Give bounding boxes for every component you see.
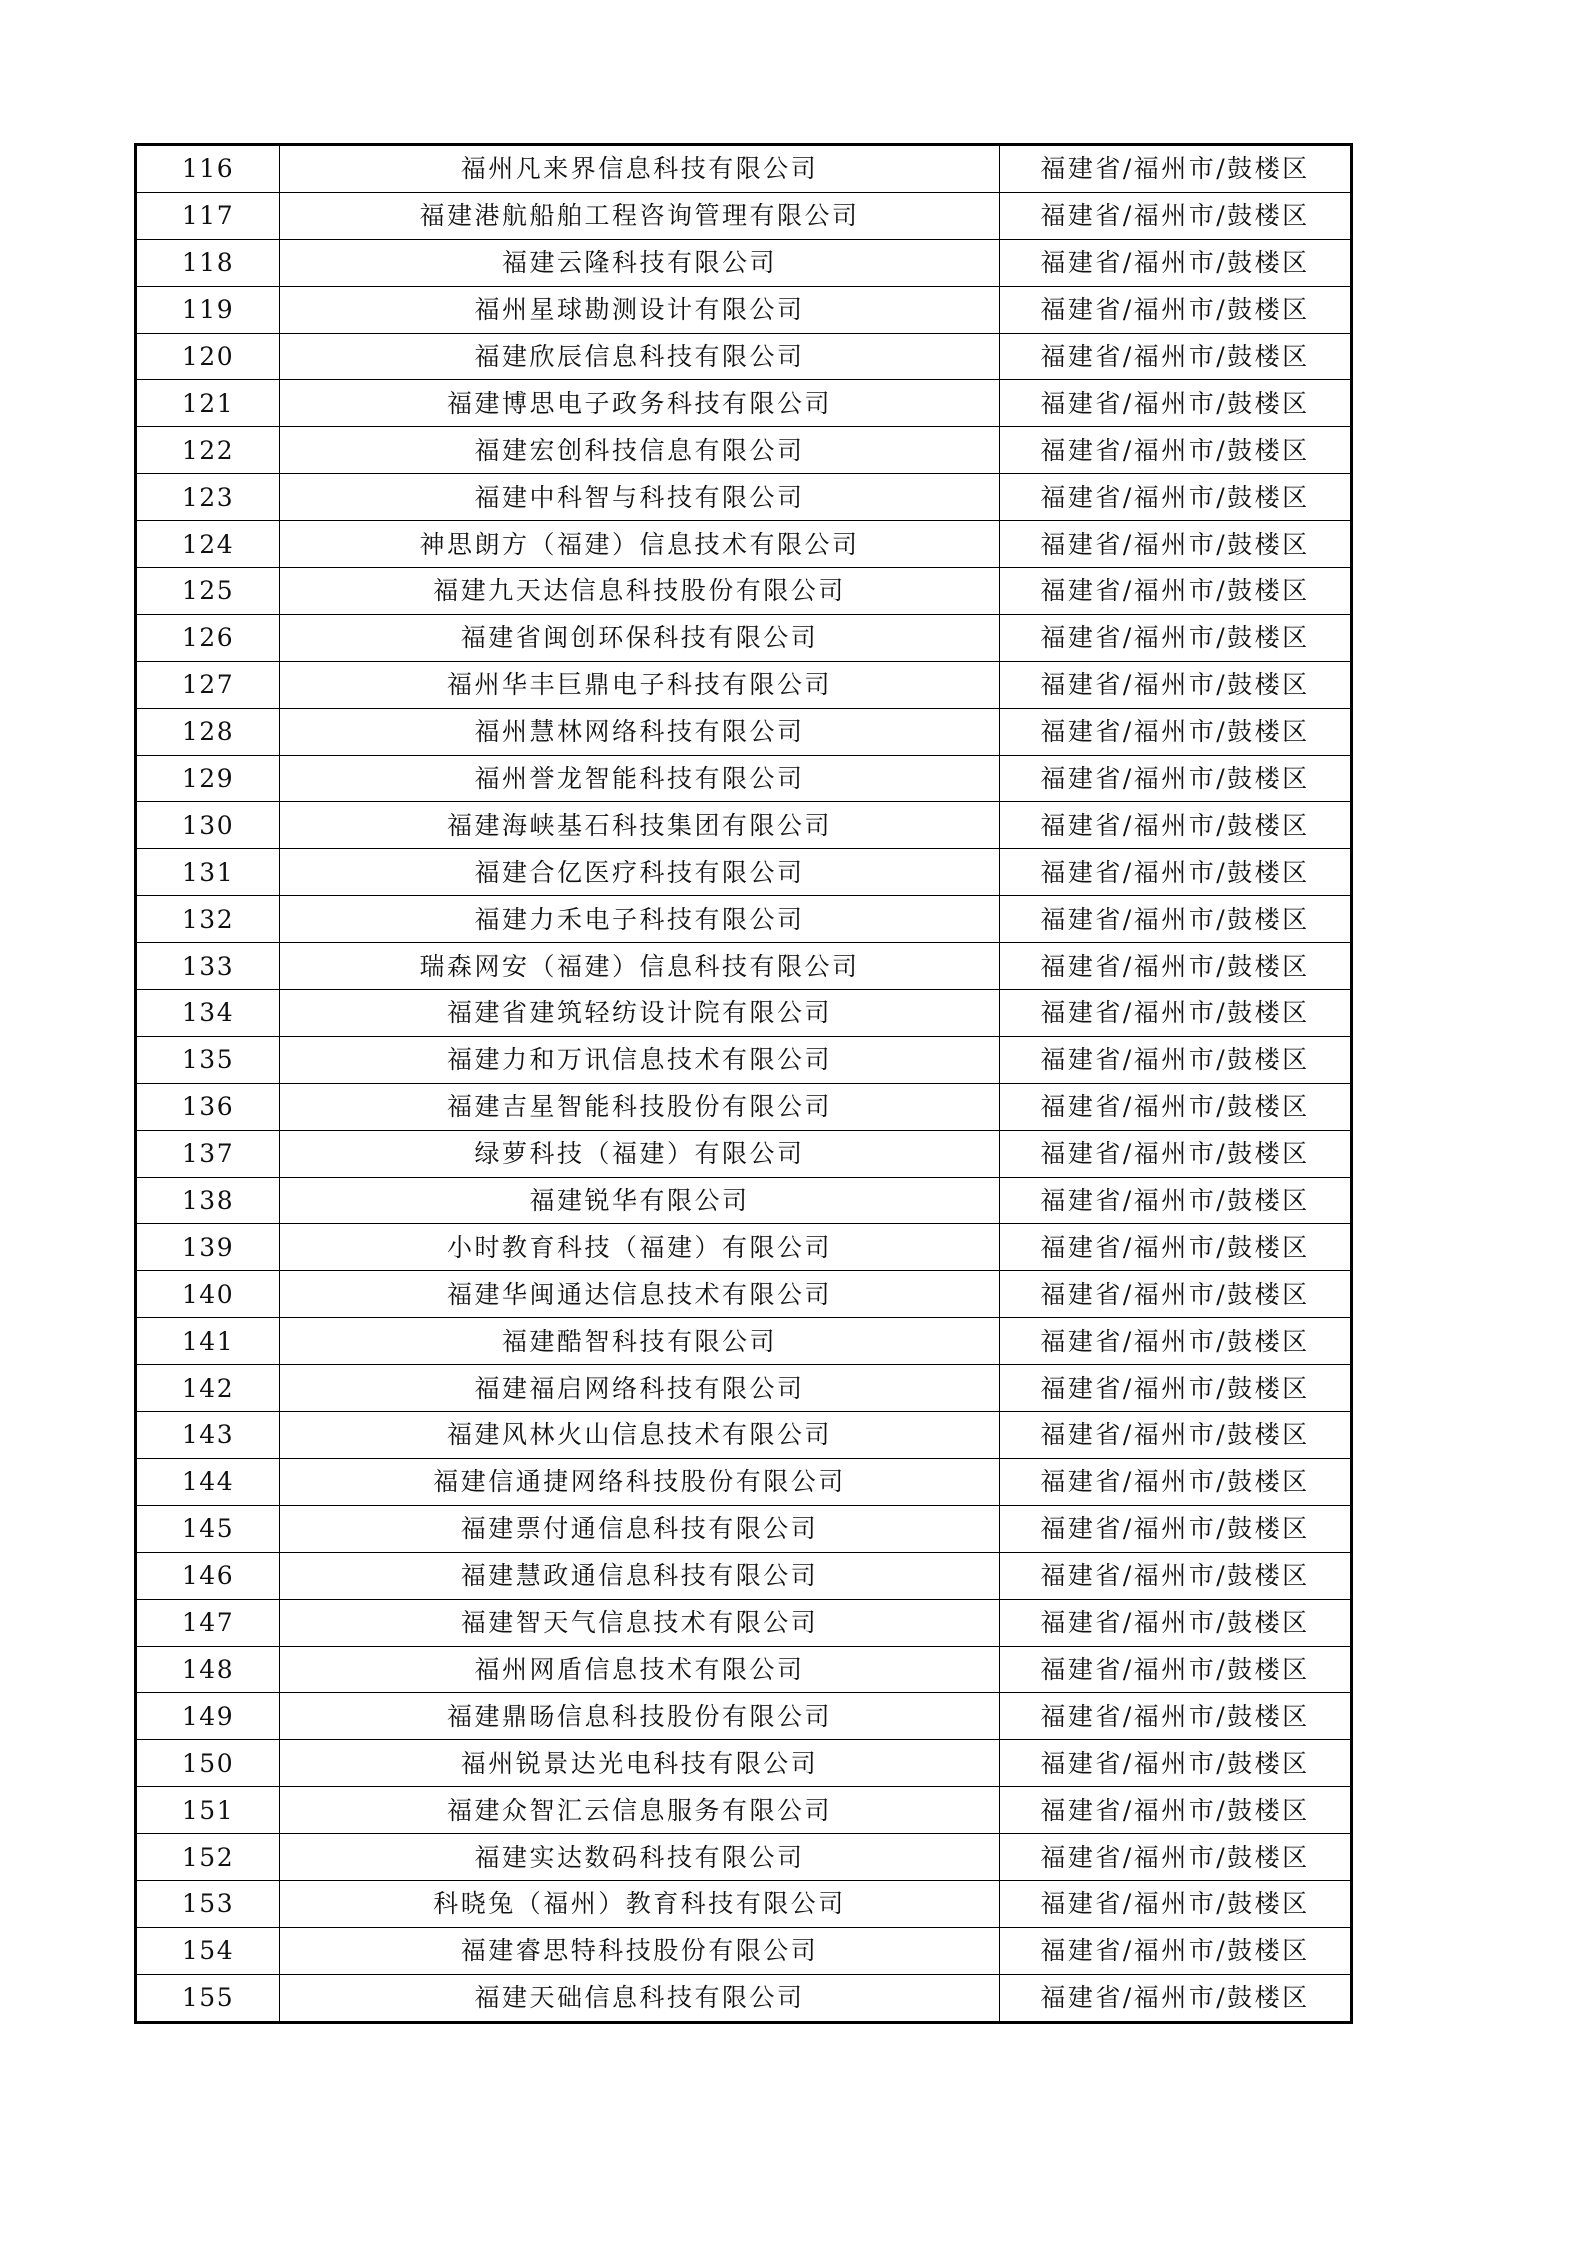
region-cell: 福建省/福州市/鼓楼区 <box>1000 896 1352 943</box>
region-cell: 福建省/福州市/鼓楼区 <box>1000 239 1352 286</box>
company-name-cell: 神思朗方（福建）信息技术有限公司 <box>280 521 1000 568</box>
table-row <box>136 1271 1352 1318</box>
table-row <box>136 192 1352 239</box>
company-name-cell: 福建博思电子政务科技有限公司 <box>280 380 1000 427</box>
table-row <box>136 1365 1352 1412</box>
company-name-cell: 福建实达数码科技有限公司 <box>280 1834 1000 1881</box>
company-name-cell: 福建欣辰信息科技有限公司 <box>280 333 1000 380</box>
company-name-cell: 福建海峡基石科技集团有限公司 <box>280 802 1000 849</box>
region-cell: 福建省/福州市/鼓楼区 <box>1000 1365 1352 1412</box>
table-row <box>136 333 1352 380</box>
region-cell: 福建省/福州市/鼓楼区 <box>1000 990 1352 1037</box>
company-name-cell: 福建九天达信息科技股份有限公司 <box>280 568 1000 615</box>
table-row <box>136 1834 1352 1881</box>
company-name-cell: 福建锐华有限公司 <box>280 1177 1000 1224</box>
table-row <box>136 380 1352 427</box>
region-cell: 福建省/福州市/鼓楼区 <box>1000 1505 1352 1552</box>
table-row <box>136 755 1352 802</box>
row-number-cell: 135 <box>136 1036 280 1083</box>
company-name-cell: 福建云隆科技有限公司 <box>280 239 1000 286</box>
company-name-cell: 福州网盾信息技术有限公司 <box>280 1646 1000 1693</box>
row-number-cell: 124 <box>136 521 280 568</box>
table-row <box>136 1740 1352 1787</box>
table-row <box>136 1318 1352 1365</box>
table-row <box>136 474 1352 521</box>
row-number-cell: 141 <box>136 1318 280 1365</box>
company-name-cell: 福建宏创科技信息有限公司 <box>280 427 1000 474</box>
region-cell: 福建省/福州市/鼓楼区 <box>1000 568 1352 615</box>
row-number-cell: 146 <box>136 1552 280 1599</box>
table-row <box>136 1927 1352 1974</box>
row-number-cell: 138 <box>136 1177 280 1224</box>
table-row <box>136 1646 1352 1693</box>
row-number-cell: 119 <box>136 286 280 333</box>
row-number-cell: 147 <box>136 1599 280 1646</box>
company-name-cell: 福州慧林网络科技有限公司 <box>280 708 1000 755</box>
company-name-cell: 福建慧政通信息科技有限公司 <box>280 1552 1000 1599</box>
company-name-cell: 福建中科智与科技有限公司 <box>280 474 1000 521</box>
row-number-cell: 127 <box>136 661 280 708</box>
table-row <box>136 1036 1352 1083</box>
table-row <box>136 802 1352 849</box>
region-cell: 福建省/福州市/鼓楼区 <box>1000 1083 1352 1130</box>
table-row <box>136 427 1352 474</box>
table-row <box>136 614 1352 661</box>
region-cell: 福建省/福州市/鼓楼区 <box>1000 1834 1352 1881</box>
table-row <box>136 943 1352 990</box>
table-row <box>136 990 1352 1037</box>
row-number-cell: 129 <box>136 755 280 802</box>
table-row <box>136 1552 1352 1599</box>
table-row <box>136 1787 1352 1834</box>
company-name-cell: 福建力禾电子科技有限公司 <box>280 896 1000 943</box>
row-number-cell: 144 <box>136 1458 280 1505</box>
region-cell: 福建省/福州市/鼓楼区 <box>1000 1458 1352 1505</box>
region-cell: 福建省/福州市/鼓楼区 <box>1000 192 1352 239</box>
company-name-cell: 福建港航船舶工程咨询管理有限公司 <box>280 192 1000 239</box>
row-number-cell: 121 <box>136 380 280 427</box>
row-number-cell: 125 <box>136 568 280 615</box>
company-name-cell: 福州凡来界信息科技有限公司 <box>280 145 1000 193</box>
row-number-cell: 131 <box>136 849 280 896</box>
company-list-table <box>134 143 1353 2024</box>
region-cell: 福建省/福州市/鼓楼区 <box>1000 1224 1352 1271</box>
region-cell: 福建省/福州市/鼓楼区 <box>1000 427 1352 474</box>
row-number-cell: 128 <box>136 708 280 755</box>
row-number-cell: 132 <box>136 896 280 943</box>
table-row <box>136 1224 1352 1271</box>
table-row <box>136 896 1352 943</box>
table-body <box>136 145 1352 2023</box>
row-number-cell: 148 <box>136 1646 280 1693</box>
row-number-cell: 118 <box>136 239 280 286</box>
region-cell: 福建省/福州市/鼓楼区 <box>1000 286 1352 333</box>
table-row <box>136 1177 1352 1224</box>
region-cell: 福建省/福州市/鼓楼区 <box>1000 708 1352 755</box>
table-row <box>136 239 1352 286</box>
company-name-cell: 福建信通捷网络科技股份有限公司 <box>280 1458 1000 1505</box>
company-name-cell: 福建鼎旸信息科技股份有限公司 <box>280 1693 1000 1740</box>
company-name-cell: 小时教育科技（福建）有限公司 <box>280 1224 1000 1271</box>
row-number-cell: 151 <box>136 1787 280 1834</box>
company-name-cell: 福州锐景达光电科技有限公司 <box>280 1740 1000 1787</box>
table-row <box>136 1880 1352 1927</box>
row-number-cell: 133 <box>136 943 280 990</box>
region-cell: 福建省/福州市/鼓楼区 <box>1000 474 1352 521</box>
row-number-cell: 155 <box>136 1974 280 2022</box>
region-cell: 福建省/福州市/鼓楼区 <box>1000 521 1352 568</box>
region-cell: 福建省/福州市/鼓楼区 <box>1000 1412 1352 1459</box>
company-name-cell: 福建酷智科技有限公司 <box>280 1318 1000 1365</box>
company-name-cell: 瑞森网安（福建）信息科技有限公司 <box>280 943 1000 990</box>
region-cell: 福建省/福州市/鼓楼区 <box>1000 1974 1352 2022</box>
row-number-cell: 150 <box>136 1740 280 1787</box>
region-cell: 福建省/福州市/鼓楼区 <box>1000 802 1352 849</box>
region-cell: 福建省/福州市/鼓楼区 <box>1000 1740 1352 1787</box>
table-row <box>136 145 1352 193</box>
company-name-cell: 福建省建筑轻纺设计院有限公司 <box>280 990 1000 1037</box>
company-name-cell: 福建华闽通达信息技术有限公司 <box>280 1271 1000 1318</box>
region-cell: 福建省/福州市/鼓楼区 <box>1000 1927 1352 1974</box>
company-name-cell: 福建吉星智能科技股份有限公司 <box>280 1083 1000 1130</box>
company-name-cell: 福州星球勘测设计有限公司 <box>280 286 1000 333</box>
company-name-cell: 福州华丰巨鼎电子科技有限公司 <box>280 661 1000 708</box>
table-row <box>136 708 1352 755</box>
region-cell: 福建省/福州市/鼓楼区 <box>1000 1693 1352 1740</box>
row-number-cell: 136 <box>136 1083 280 1130</box>
row-number-cell: 142 <box>136 1365 280 1412</box>
row-number-cell: 154 <box>136 1927 280 1974</box>
region-cell: 福建省/福州市/鼓楼区 <box>1000 333 1352 380</box>
table-row <box>136 1130 1352 1177</box>
company-name-cell: 福建天础信息科技有限公司 <box>280 1974 1000 2022</box>
company-name-cell: 绿萝科技（福建）有限公司 <box>280 1130 1000 1177</box>
table-row <box>136 1599 1352 1646</box>
row-number-cell: 143 <box>136 1412 280 1459</box>
table-row <box>136 849 1352 896</box>
region-cell: 福建省/福州市/鼓楼区 <box>1000 1646 1352 1693</box>
company-name-cell: 福建众智汇云信息服务有限公司 <box>280 1787 1000 1834</box>
region-cell: 福建省/福州市/鼓楼区 <box>1000 145 1352 193</box>
row-number-cell: 120 <box>136 333 280 380</box>
table-row <box>136 521 1352 568</box>
company-name-cell: 福建力和万讯信息技术有限公司 <box>280 1036 1000 1083</box>
region-cell: 福建省/福州市/鼓楼区 <box>1000 943 1352 990</box>
region-cell: 福建省/福州市/鼓楼区 <box>1000 1271 1352 1318</box>
region-cell: 福建省/福州市/鼓楼区 <box>1000 849 1352 896</box>
table-row <box>136 661 1352 708</box>
row-number-cell: 152 <box>136 1834 280 1881</box>
row-number-cell: 122 <box>136 427 280 474</box>
table-row <box>136 1083 1352 1130</box>
row-number-cell: 134 <box>136 990 280 1037</box>
region-cell: 福建省/福州市/鼓楼区 <box>1000 1599 1352 1646</box>
row-number-cell: 117 <box>136 192 280 239</box>
row-number-cell: 137 <box>136 1130 280 1177</box>
company-name-cell: 福州誉龙智能科技有限公司 <box>280 755 1000 802</box>
company-name-cell: 福建省闽创环保科技有限公司 <box>280 614 1000 661</box>
table-row <box>136 1693 1352 1740</box>
region-cell: 福建省/福州市/鼓楼区 <box>1000 1177 1352 1224</box>
row-number-cell: 130 <box>136 802 280 849</box>
region-cell: 福建省/福州市/鼓楼区 <box>1000 614 1352 661</box>
row-number-cell: 116 <box>136 145 280 193</box>
row-number-cell: 139 <box>136 1224 280 1271</box>
row-number-cell: 123 <box>136 474 280 521</box>
company-name-cell: 福建福启网络科技有限公司 <box>280 1365 1000 1412</box>
table-row <box>136 1505 1352 1552</box>
region-cell: 福建省/福州市/鼓楼区 <box>1000 1552 1352 1599</box>
table-row <box>136 568 1352 615</box>
row-number-cell: 149 <box>136 1693 280 1740</box>
region-cell: 福建省/福州市/鼓楼区 <box>1000 1880 1352 1927</box>
region-cell: 福建省/福州市/鼓楼区 <box>1000 1130 1352 1177</box>
row-number-cell: 153 <box>136 1880 280 1927</box>
table-row <box>136 286 1352 333</box>
company-name-cell: 福建智天气信息技术有限公司 <box>280 1599 1000 1646</box>
table-row <box>136 1458 1352 1505</box>
row-number-cell: 145 <box>136 1505 280 1552</box>
company-name-cell: 科晓兔（福州）教育科技有限公司 <box>280 1880 1000 1927</box>
table-row <box>136 1412 1352 1459</box>
row-number-cell: 126 <box>136 614 280 661</box>
region-cell: 福建省/福州市/鼓楼区 <box>1000 1036 1352 1083</box>
region-cell: 福建省/福州市/鼓楼区 <box>1000 1318 1352 1365</box>
row-number-cell: 140 <box>136 1271 280 1318</box>
table-row <box>136 1974 1352 2022</box>
company-name-cell: 福建合亿医疗科技有限公司 <box>280 849 1000 896</box>
company-name-cell: 福建票付通信息科技有限公司 <box>280 1505 1000 1552</box>
region-cell: 福建省/福州市/鼓楼区 <box>1000 380 1352 427</box>
region-cell: 福建省/福州市/鼓楼区 <box>1000 1787 1352 1834</box>
region-cell: 福建省/福州市/鼓楼区 <box>1000 755 1352 802</box>
company-name-cell: 福建风林火山信息技术有限公司 <box>280 1412 1000 1459</box>
region-cell: 福建省/福州市/鼓楼区 <box>1000 661 1352 708</box>
company-name-cell: 福建睿思特科技股份有限公司 <box>280 1927 1000 1974</box>
